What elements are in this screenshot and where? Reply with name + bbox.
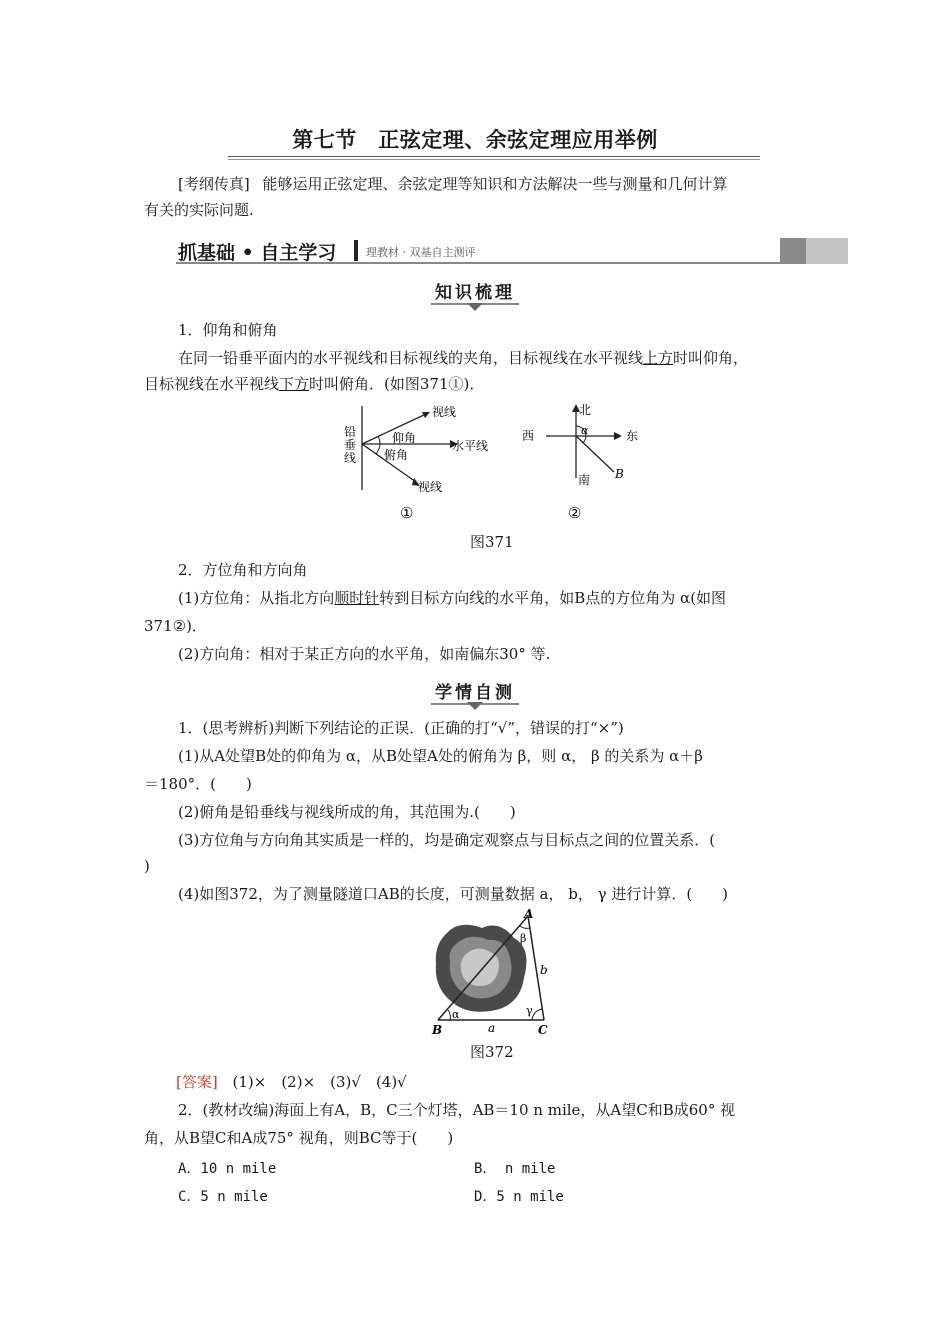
fig-label: 东	[626, 429, 639, 443]
title-divider-thin	[228, 159, 760, 160]
fig-label: 南	[578, 473, 591, 487]
question-1-2: (2)俯角是铅垂线与视线所成的角，其范围为.( )	[178, 803, 516, 821]
text: 在同一铅垂平面内的水平视线和目标视线的夹角，目标视线在水平视线	[178, 349, 644, 367]
fig-label: A	[524, 908, 534, 921]
question-2-cont: 角，从B望C和A成75° 视角，则BC等于( )	[144, 1129, 454, 1147]
banner-underline	[176, 262, 780, 264]
syllabus-tag: [考纲传真]	[178, 175, 250, 193]
fig-label: a	[488, 1021, 496, 1035]
underlined-answer: 上方	[643, 349, 674, 367]
question-1-1: (1)从A处望B处的仰角为 α，从B处望A处的俯角为 β，则 α， β 的关系为 α＋β	[178, 747, 703, 765]
fig-label: γ	[526, 1004, 533, 1017]
fig-label: β	[520, 932, 527, 945]
fig-label: 铅	[344, 425, 357, 439]
fig-label: b	[540, 963, 548, 977]
item1-line-2	[144, 374, 484, 394]
fig-label: 俯角	[384, 448, 409, 462]
banner-decoration-dark	[780, 238, 806, 264]
answer-tag: [答案]	[176, 1073, 218, 1091]
fig-label: C	[538, 1023, 548, 1037]
angle-arc	[376, 444, 380, 454]
section-heading-text: 知识梳理	[431, 278, 519, 305]
fig-label: B	[432, 1023, 443, 1037]
banner-title: 抓基础 • 自主学习	[178, 242, 337, 264]
fig-label: 水平线	[452, 439, 489, 453]
item2-title: 2．方位角和方向角	[178, 561, 308, 579]
fig-label: 北	[579, 403, 592, 417]
fig-label: B	[615, 467, 624, 481]
banner-separator	[354, 240, 358, 261]
fig-label: 垂	[344, 438, 357, 452]
item2-line-1	[178, 588, 726, 608]
section-heading-knowledge	[0, 278, 950, 305]
text: 转到目标方向线的水平角，如B点的方位角为 α(如图	[379, 589, 727, 607]
section-banner	[176, 238, 848, 264]
text: (1)方位角：从指北方向	[178, 589, 335, 607]
fig-label: 线	[344, 451, 357, 465]
fig-label: α	[581, 424, 589, 437]
down-triangle-icon	[467, 702, 483, 710]
item1-line-1	[178, 348, 748, 368]
page-title: 第七节 正弦定理、余弦定理应用举例	[292, 128, 658, 152]
angle-arc	[448, 1010, 450, 1020]
question-1-1-cont: ＝180°．( )	[144, 775, 252, 793]
angle-arc	[532, 1009, 542, 1020]
fig-label: 视线	[432, 405, 457, 419]
underlined-answer: 下方	[279, 375, 310, 393]
option-b: B． n mile	[474, 1161, 556, 1177]
syllabus-line-1	[178, 174, 728, 194]
banner-subtitle: 理教材 · 双基自主测评	[366, 246, 476, 259]
question-1-3-cont: )	[144, 857, 150, 875]
syllabus-text: 能够运用正弦定理、余弦定理等知识和方法解决一些与测量和几何计算	[262, 175, 728, 193]
fig-label: ①	[400, 504, 414, 522]
title-divider	[228, 156, 760, 157]
angle-arc	[520, 926, 530, 928]
fig-label: 西	[522, 429, 535, 443]
down-triangle-icon	[467, 303, 483, 311]
text: 时叫仰角，	[673, 349, 749, 367]
question-1-3: (3)方位角与方向角其实质是一样的，均是确定观察点与目标点之间的位置关系．(	[178, 831, 716, 849]
question-2: 2．(教材改编)海面上有A，B，C三个灯塔，AB＝10 n mile，从A望C和B成60° 视	[178, 1101, 736, 1119]
angle-arc	[378, 436, 380, 444]
text: 目标视线在水平视线	[144, 375, 280, 393]
figure-caption: 图371	[470, 533, 514, 551]
answer-text: (1)× (2)× (3)√ (4)√	[232, 1073, 407, 1091]
fig-label: 仰角	[392, 431, 417, 445]
option-c: C．5 n mile	[178, 1189, 268, 1205]
banner-decoration-light	[806, 238, 848, 264]
option-a: A．10 n mile	[178, 1161, 277, 1177]
section-heading-text: 学情自测	[431, 678, 519, 705]
fig-label: α	[452, 1008, 460, 1021]
item1-title: 1．仰角和俯角	[178, 321, 278, 339]
direction-line	[576, 436, 614, 472]
fig-label: 视线	[418, 480, 443, 494]
option-d: D．5 n mile	[474, 1189, 564, 1205]
item2-line-2: 371②)．	[144, 617, 207, 635]
section-heading-selftest	[0, 678, 950, 705]
text: 时叫俯角．(如图371①)．	[309, 375, 485, 393]
answer-line	[176, 1072, 407, 1092]
question-1: 1．(思考辨析)判断下列结论的正误．(正确的打“√”，错误的打“×”)	[178, 719, 624, 737]
underlined-answer: 顺时针	[334, 589, 380, 607]
question-1-4: (4)如图372，为了测量隧道口AB的长度，可测量数据 a， b， γ 进行计算．( )	[178, 885, 729, 903]
item2-line-3: (2)方向角：相对于某正方向的水平角，如南偏东30° 等.	[178, 645, 551, 663]
fig-label: ②	[568, 504, 582, 522]
figure-371	[330, 398, 670, 528]
arrow-icon	[614, 432, 622, 440]
figure-caption: 图372	[470, 1043, 514, 1061]
figure-372	[420, 908, 560, 1038]
syllabus-line-2: 有关的实际问题.	[144, 201, 254, 219]
tunnel-inner	[461, 948, 499, 986]
